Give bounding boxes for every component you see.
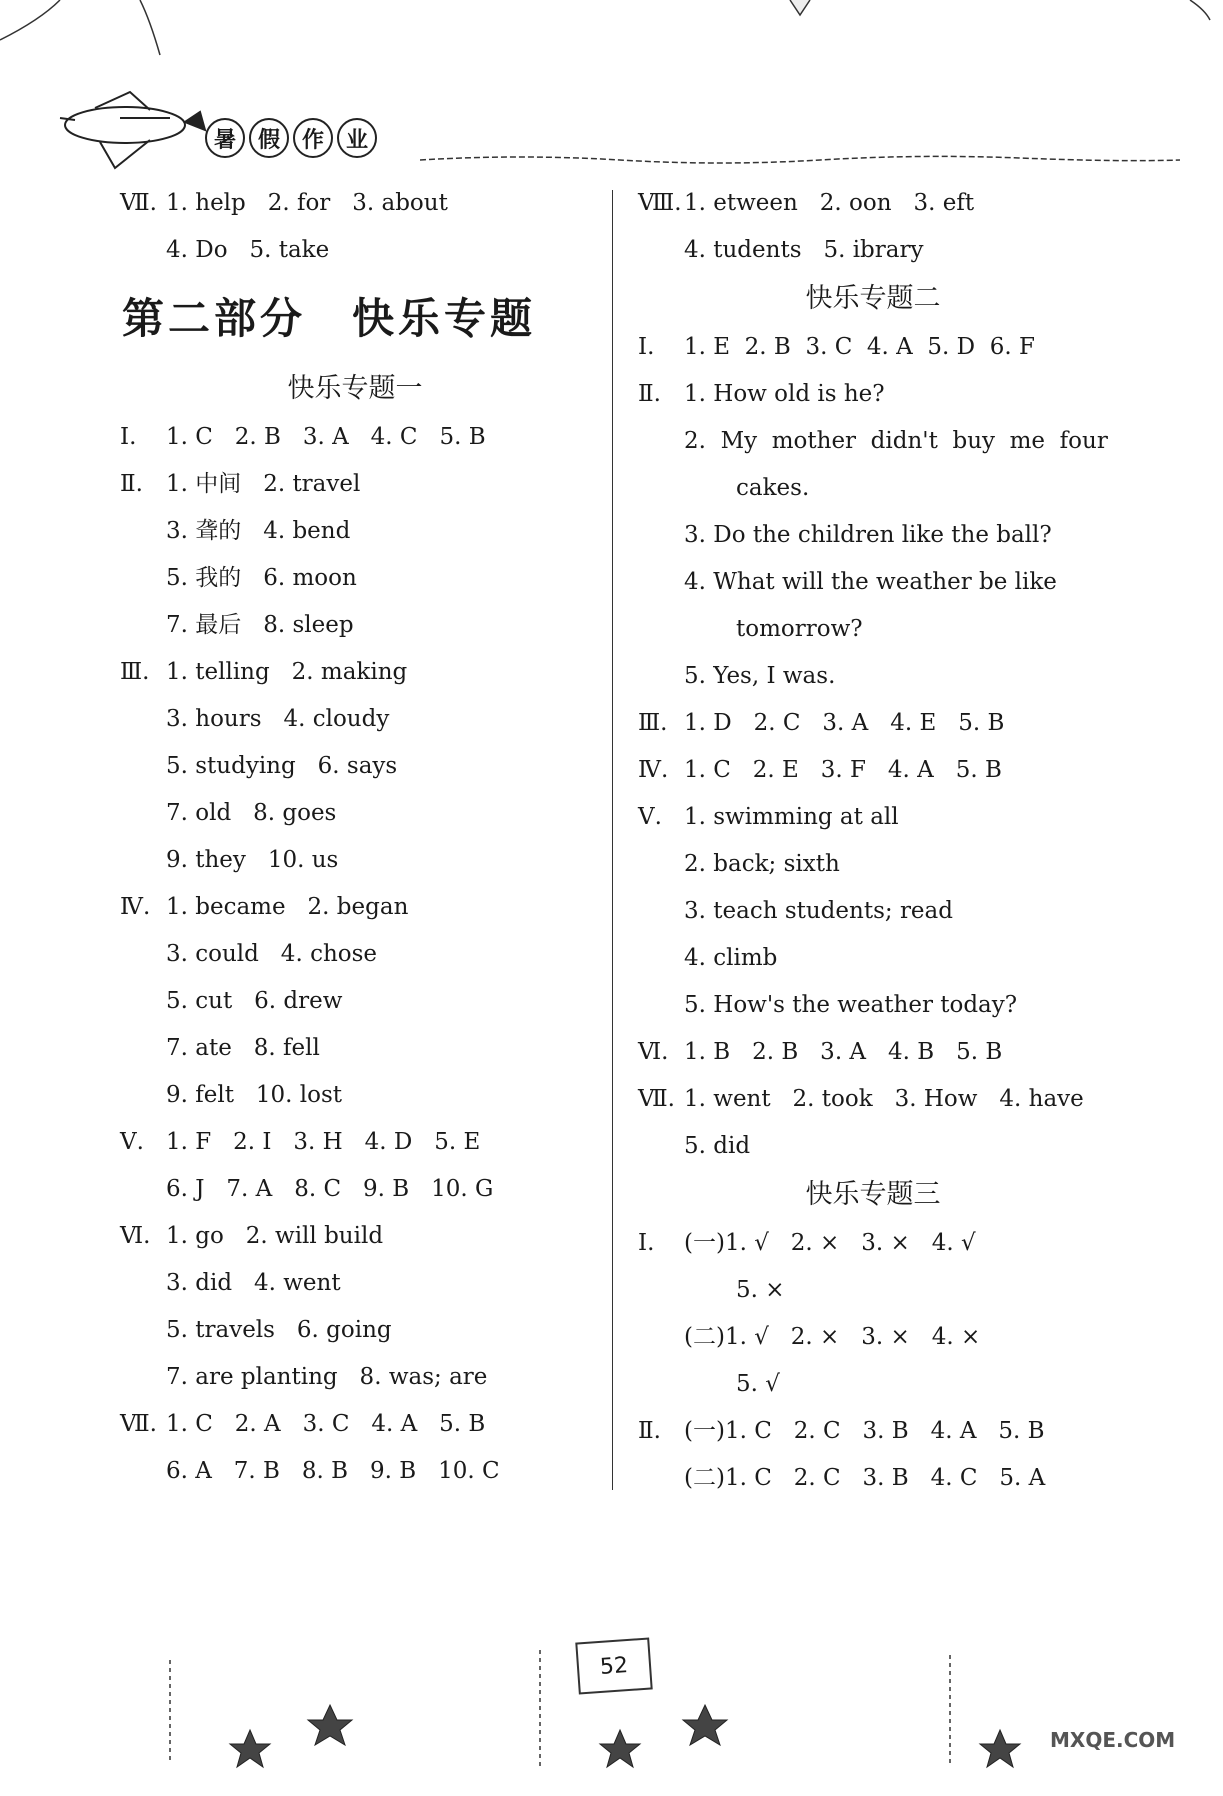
header-badge: 暑 [205,118,245,158]
question-number: Ⅶ. [120,190,157,216]
question-number: Ⅴ. [120,1129,144,1155]
answer-line [638,653,1108,700]
answer-text: (二)1. √ 2. × 3. × 4. × [684,1324,981,1350]
star-icon [230,1705,1020,1767]
answer-line [120,461,590,508]
answer-line [120,227,590,274]
answer-line [120,649,590,696]
answer-text: 5. Yes, I was. [684,663,836,689]
header-badge: 假 [249,118,289,158]
answer-text: 1. help 2. for 3. about [166,190,448,216]
answer-line [120,1025,590,1072]
answer-text: 7. old 8. goes [166,800,337,826]
question-number: Ⅰ. [638,334,655,360]
answer-text: 1. F 2. I 3. H 4. D 5. E [166,1129,481,1155]
answer-text: (二)1. C 2. C 3. B 4. C 5. A [684,1465,1046,1491]
answer-line [638,747,1108,794]
answer-text: 5. did [684,1133,751,1159]
answer-text: (一)1. C 2. C 3. B 4. A 5. B [684,1418,1045,1444]
answer-line [638,559,1108,606]
answer-text: 1. 中间 2. travel [166,471,361,497]
question-number: Ⅳ. [120,894,151,920]
question-number: Ⅰ. [638,1230,655,1256]
answer-line [120,1354,590,1401]
answer-line [120,555,590,602]
part-title: 第二部分 快乐专题 [122,294,537,343]
watermark: MXQE.COM [1050,1728,1176,1752]
question-number: Ⅱ. [120,471,143,497]
answer-line [120,743,590,790]
answer-line [120,602,590,649]
answer-text: 1. C 2. B 3. A 4. C 5. B [166,424,486,450]
section-title-1: 快乐专题一 [287,373,423,404]
answer-line [638,1123,1108,1170]
answer-line [638,841,1108,888]
answer-text: 5. travels 6. going [166,1317,392,1343]
answer-line [120,1401,590,1448]
answer-line [638,1408,1108,1455]
answer-line [638,700,1108,747]
airplane-icon [60,92,205,168]
header-decoration [0,0,1223,200]
answer-text: 6. A 7. B 8. B 9. B 10. C [166,1458,500,1484]
page-header [0,0,1223,200]
answer-text: 7. 最后 8. sleep [166,612,354,638]
answer-text: 1. C 2. A 3. C 4. A 5. B [166,1411,486,1437]
answer-line [638,794,1108,841]
answer-line [638,418,1108,465]
answer-text: 3. did 4. went [166,1270,341,1296]
answer-text: cakes. [736,475,810,501]
question-number: Ⅶ. [120,1411,157,1437]
answer-line [638,1267,1108,1314]
answer-text: 4. What will the weather be like [684,569,1057,595]
answer-line [638,1029,1108,1076]
answer-text: 4. Do 5. take [166,237,330,263]
header-badges [205,118,377,158]
answer-line [120,1213,590,1260]
answer-line [638,888,1108,935]
answer-line [638,512,1108,559]
right-column [638,180,1108,1502]
answer-line [638,606,1108,653]
answer-line [638,935,1108,982]
section-title-3: 快乐专题三 [805,1179,941,1210]
answer-text: 7. ate 8. fell [166,1035,320,1061]
answer-line [638,465,1108,512]
answer-line [120,931,590,978]
answer-text: 3. could 4. chose [166,941,378,967]
answer-text: 9. they 10. us [166,847,339,873]
answer-text: (一)1. √ 2. × 3. × 4. √ [684,1230,976,1256]
answer-line [638,324,1108,371]
answer-text: 5. How's the weather today? [684,992,1018,1018]
answer-line [638,1314,1108,1361]
answer-line [638,982,1108,1029]
answer-text: 5. studying 6. says [166,753,398,779]
question-number: Ⅴ. [638,804,662,830]
question-number: Ⅲ. [638,710,668,736]
answer-line [120,837,590,884]
column-divider [612,190,613,1490]
header-rule [420,152,1180,164]
answer-text: 1. swimming at all [684,804,899,830]
answer-text: 6. J 7. A 8. C 9. B 10. G [166,1176,494,1202]
answer-line [120,1260,590,1307]
answer-line [638,1361,1108,1408]
question-number: Ⅲ. [120,659,150,685]
header-badge: 业 [337,118,377,158]
answer-line [638,1076,1108,1123]
answer-text: 1. went 2. took 3. How 4. have [684,1086,1084,1112]
question-number: Ⅱ. [638,381,661,407]
question-number: Ⅳ. [638,757,669,783]
answer-line [120,790,590,837]
question-number: Ⅷ. [638,190,682,216]
answer-text: 5. 我的 6. moon [166,565,357,591]
answer-text: 1. go 2. will build [166,1223,384,1249]
answer-line [638,371,1108,418]
question-number: Ⅰ. [120,424,137,450]
answer-line [120,1119,590,1166]
answer-text: 1. telling 2. making [166,659,408,685]
answer-text: 1. C 2. E 3. F 4. A 5. B [684,757,1002,783]
answer-line [638,1455,1108,1502]
header-badge: 作 [293,118,333,158]
answer-line [638,180,1108,227]
answer-text: 1. E 2. B 3. C 4. A 5. D 6. F [684,334,1035,360]
answer-text: 4. tudents 5. ibrary [684,237,924,263]
answer-text: 2. My mother didn't buy me four [684,428,1108,454]
answer-line [120,508,590,555]
answer-line [120,1307,590,1354]
answer-text: 3. hours 4. cloudy [166,706,390,732]
answer-line [120,1448,590,1495]
answer-text: 1. became 2. began [166,894,409,920]
answer-line [120,978,590,1025]
answer-line [638,1220,1108,1267]
answer-text: 5. √ [736,1371,780,1397]
answer-line [120,884,590,931]
left-column [120,180,590,1495]
answer-text: 1. etween 2. oon 3. eft [684,190,975,216]
answer-line [120,1072,590,1119]
answer-text: 1. How old is he? [684,381,885,407]
answer-text: 3. teach students; read [684,898,953,924]
answer-text: 3. Do the children like the ball? [684,522,1052,548]
answer-text: 7. are planting 8. was; are [166,1364,488,1390]
question-number: Ⅵ. [638,1039,669,1065]
answer-line [638,227,1108,274]
question-number: Ⅵ. [120,1223,151,1249]
page-number: 52 [575,1637,652,1694]
answer-text: 9. felt 10. lost [166,1082,343,1108]
section-title-2: 快乐专题二 [805,283,941,314]
answer-text: 3. 聋的 4. bend [166,518,351,544]
question-number: Ⅶ. [638,1086,675,1112]
answer-text: 4. climb [684,945,778,971]
answer-line [120,180,590,227]
answer-line [120,1166,590,1213]
question-number: Ⅱ. [638,1418,661,1444]
answer-text: 2. back; sixth [684,851,840,877]
answer-text: 1. B 2. B 3. A 4. B 5. B [684,1039,1003,1065]
answer-text: tomorrow? [736,616,863,642]
answer-text: 5. × [736,1277,785,1303]
answer-line [120,696,590,743]
answer-text: 5. cut 6. drew [166,988,343,1014]
answer-text: 1. D 2. C 3. A 4. E 5. B [684,710,1005,736]
answer-line [120,414,590,461]
